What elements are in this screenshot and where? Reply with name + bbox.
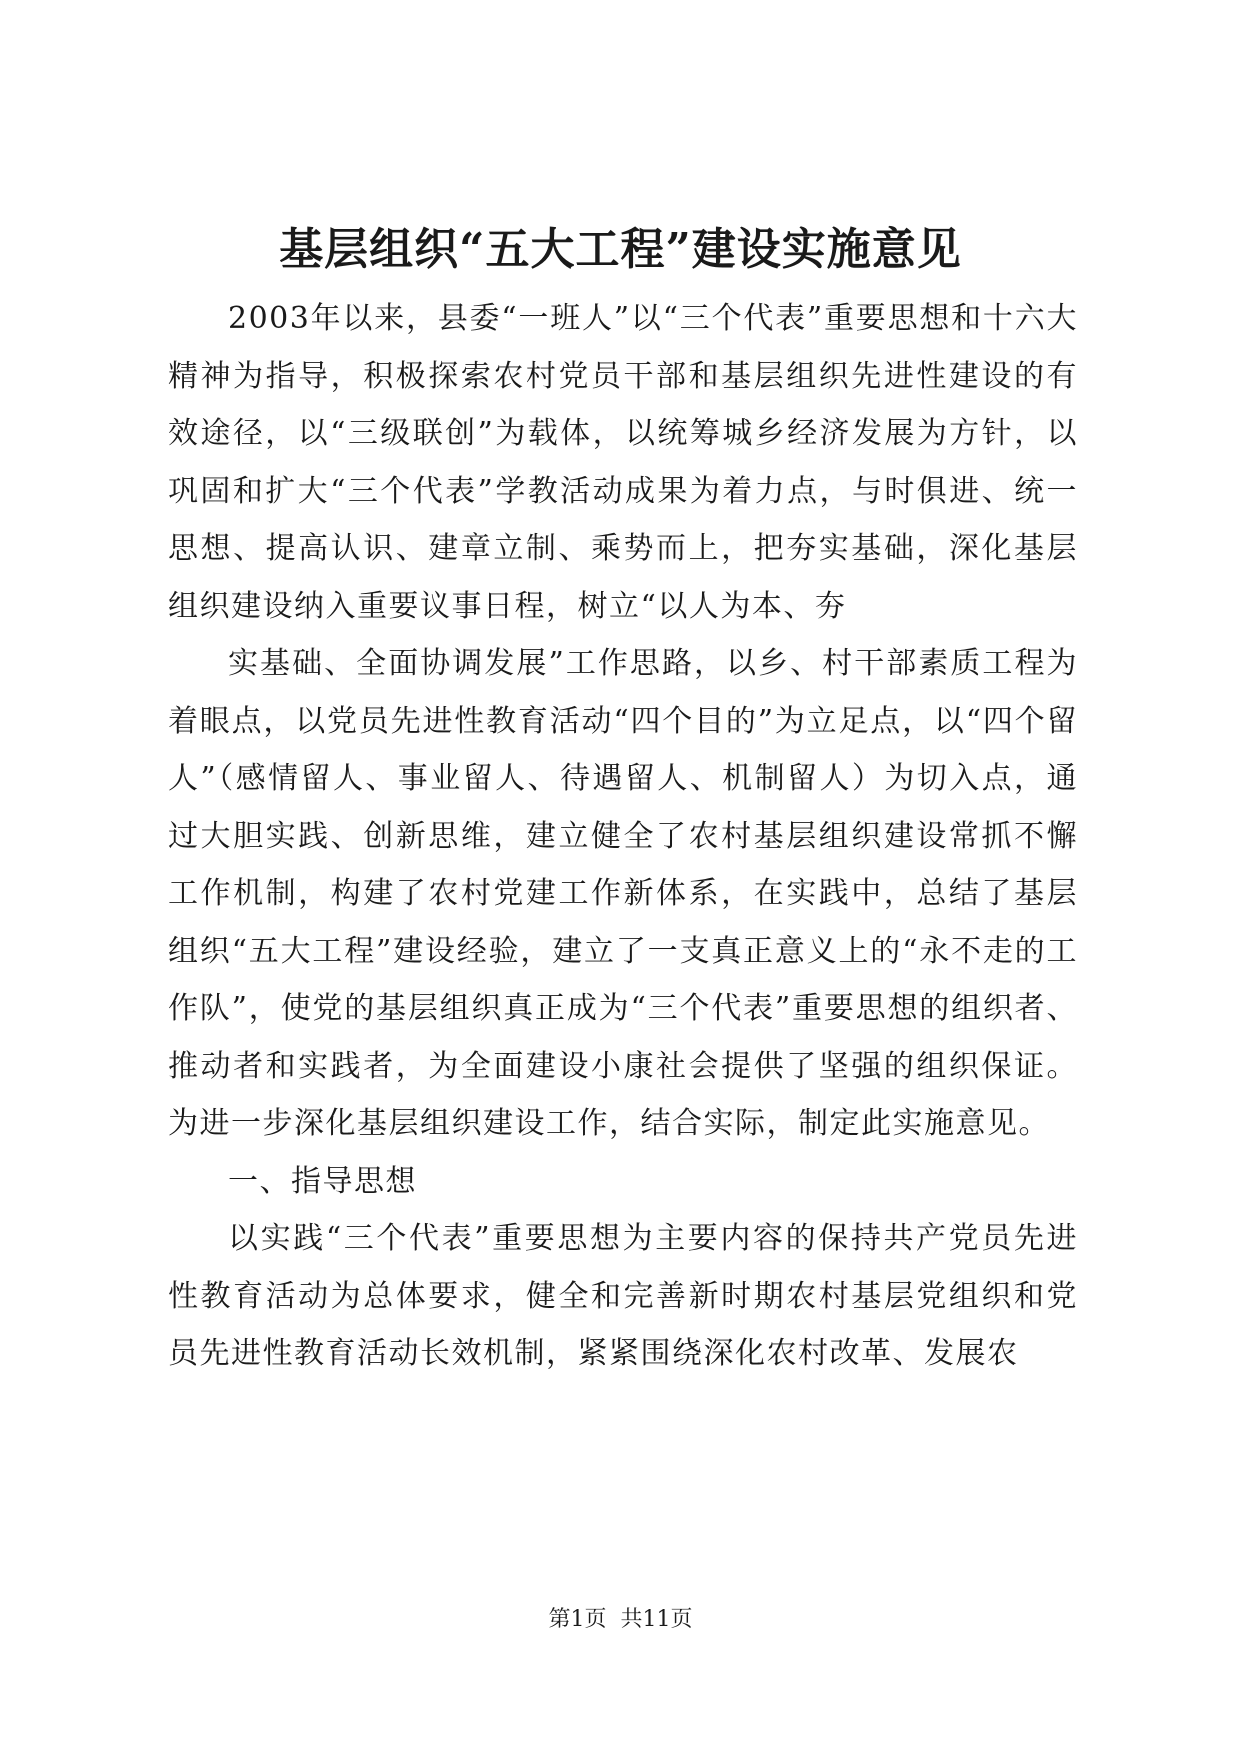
paragraph-guiding-ideology: 以实践“三个代表”重要思想为主要内容的保持共产党员先进性教育活动为总体要求，健全和完善新时期农村基层党组织和党员先进性教育活动长效机制，紧紧围绕深化农村改革、发展农 — [168, 1221, 1078, 1371]
page-total: 共11页 — [620, 1607, 693, 1632]
page-number: 第1页 — [548, 1607, 607, 1632]
document-title: 基层组织“五大工程”建设实施意见 — [279, 224, 962, 275]
paragraph-intro: 2003年以来，县委“一班人”以“三个代表”重要思想和十六大精神为指导，积极探索农村党员干部和基层组织先进性建设的有效途径，以“三级联创”为载体，以统筹城乡经济发展为方针，以巩固和扩大“三个代表”学教活动成果为着力点，与时俱进、统一思想、提高认识、建章立制、乘势而上，把夯实基础，深化基层组织建设纳入重要议事日程，树立“以人为本、夯 — [168, 301, 1078, 624]
section-heading-guiding-ideology: 一、指导思想 — [228, 1163, 417, 1199]
page-footer — [0, 1605, 1241, 1635]
document-body — [168, 290, 1078, 1383]
paragraph-continuation: 实基础、全面协调发展”工作思路，以乡、村干部素质工程为着眼点，以党员先进性教育活动“四个目的”为立足点，以“四个留人”（感情留人、事业留人、待遇留人、机制留人）为切入点，通过大胆实践、创新思维，建立健全了农村基层组织建设常抓不懈工作机制，构建了农村党建工作新体系，在实践中，总结了基层组织“五大工程”建设经验，建立了一支真正意义上的“永不走的工作队”，使党的基层组织真正成为“三个代表”重要思想的组织者、推动者和实践者，为全面建设小康社会提供了坚强的组织保证。为进一步深化基层组织建设工作，结合实际，制定此实施意见。 — [168, 646, 1078, 1141]
